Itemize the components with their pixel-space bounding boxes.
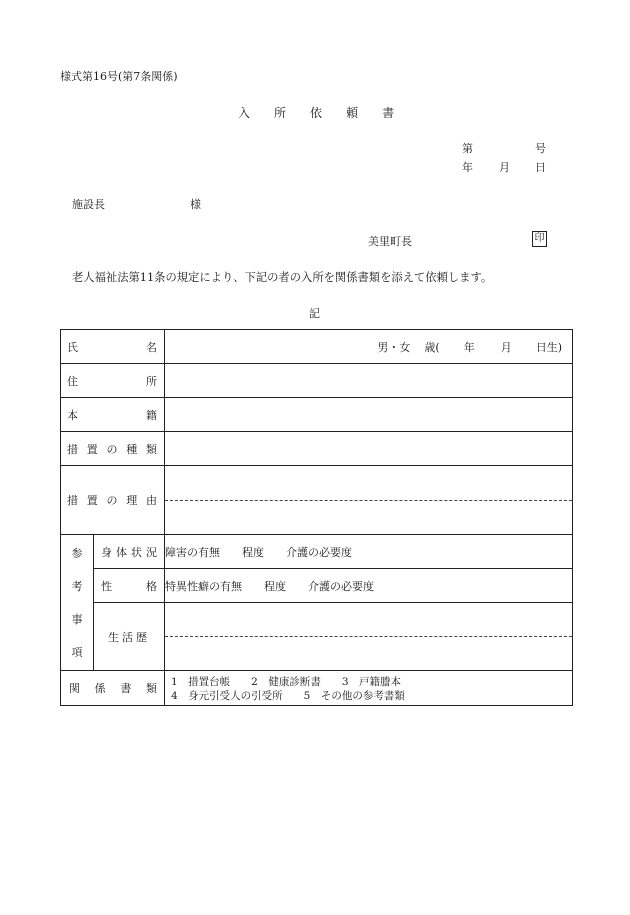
physical-label: 身 体 状 況 [94, 535, 165, 569]
address-label: 住 所 [61, 364, 165, 398]
table-row [61, 364, 573, 398]
personality-field[interactable]: 特異性癖の有無 程度 介護の必要度 [165, 569, 573, 603]
name-field[interactable] [165, 330, 573, 364]
domicile-label: 本 籍 [61, 398, 165, 432]
title-char: 書 [382, 106, 395, 120]
title-char: 依 [310, 106, 323, 120]
related-docs-label: 関 係 書 類 [61, 671, 165, 706]
request-statement: 老人福祉法第11条の規定により、下記の者の入所を関係書類を添えて依頼します。 [72, 271, 493, 284]
related-docs-line: 1 措置台帳 2 健康診断書 3 戸籍謄本 [171, 676, 402, 688]
number-suffix: 号 [535, 142, 546, 155]
dashed-divider [165, 636, 572, 637]
issuer: 美里町長 [368, 235, 412, 248]
measure-reason-field[interactable] [165, 466, 573, 535]
physical-field[interactable]: 障害の有無 程度 介護の必要度 [165, 535, 573, 569]
addressee [72, 196, 201, 212]
related-docs-field [165, 671, 573, 706]
table-row [61, 603, 573, 671]
date-year: 年 [462, 161, 473, 174]
table-row [61, 569, 573, 603]
measure-type-label: 措 置 の 種 類 [61, 432, 165, 466]
document-number [462, 140, 546, 156]
measure-reason-label: 措 置 の 理 由 [61, 466, 165, 535]
date-day: 日 [535, 161, 546, 174]
form-number: 様式第16号(第7条関係) [60, 70, 178, 83]
life-history-field[interactable] [165, 603, 573, 671]
birth-day-label: 日生) [535, 340, 562, 354]
reference-label: 参 考 事 項 [61, 535, 94, 671]
table-row [61, 398, 573, 432]
addressee-title: 施設長 [72, 198, 105, 211]
table-row [61, 466, 573, 535]
birth-year-label: 年 [463, 340, 475, 354]
document-title [238, 104, 394, 121]
table-row [61, 671, 573, 706]
ki-heading: 記 [309, 307, 320, 320]
birth-month-label: 月 [500, 340, 512, 354]
dashed-divider [165, 500, 572, 501]
table-row [61, 432, 573, 466]
title-char: 頼 [346, 106, 359, 120]
number-prefix: 第 [462, 142, 473, 155]
date-month: 月 [499, 161, 510, 174]
title-char: 入 [238, 106, 251, 120]
name-label: 氏 名 [61, 330, 165, 364]
table-row [61, 330, 573, 364]
address-field[interactable] [165, 364, 573, 398]
related-docs-line: 4 身元引受人の引受所 5 その他の参考書類 [171, 690, 405, 702]
personality-label: 性 格 [94, 569, 165, 603]
sex-options[interactable]: 男・女 [377, 340, 411, 354]
title-char: 所 [274, 106, 287, 120]
seal-mark: 印 [532, 231, 547, 247]
age-label: 歳( [424, 340, 440, 354]
life-history-label: 生 活 歴 [94, 603, 165, 671]
honorific: 様 [190, 198, 201, 211]
domicile-field[interactable] [165, 398, 573, 432]
measure-type-field[interactable] [165, 432, 573, 466]
table-row [61, 535, 573, 569]
issue-date [462, 159, 546, 175]
admission-request-table [60, 329, 573, 706]
